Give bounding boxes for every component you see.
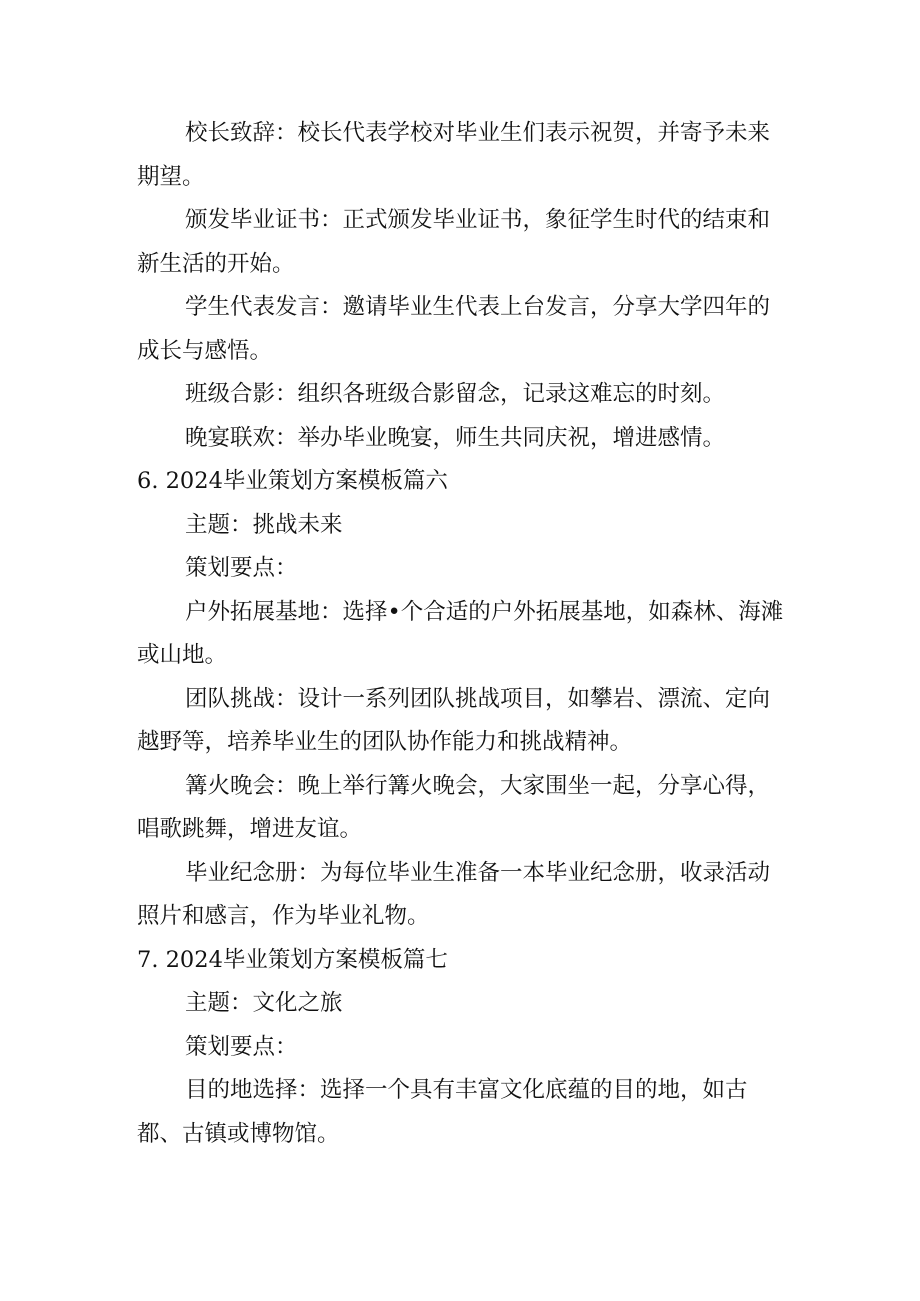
- paragraph-class-photo: 班级合影：组织各班级合影留念，记录这难忘的时刻。: [185, 381, 726, 407]
- document-body: [137, 112, 787, 1156]
- paragraph-key-points-7: 策划要点：: [185, 1033, 298, 1060]
- section-heading-6: 6. 2024毕业策划方案模板篇六: [137, 468, 448, 494]
- paragraph-team-challenge: 团队挑战：设计一系列团队挑战项目，如攀岩、漂流、定向越野等，培养毕业生的团队协作能力和挑战精神。: [137, 685, 771, 755]
- paragraph-theme-7: 主题：文化之旅: [185, 990, 343, 1016]
- paragraph-student-speech: 学生代表发言：邀请毕业生代表上台发言，分享大学四年的成长与感悟。: [137, 294, 771, 364]
- paragraph-key-points-6: 策划要点：: [185, 555, 298, 581]
- paragraph-outdoor-base: 户外拓展基地：选择•个合适的户外拓展基地，如森林、海滩或山地。: [137, 598, 784, 668]
- paragraph-destination: 目的地选择：选择一个具有丰富文化底蕴的目的地，如古都、古镇或博物馆。: [137, 1077, 748, 1147]
- paragraph-yearbook: 毕业纪念册：为每位毕业生准备一本毕业纪念册，收录活动照片和感言，作为毕业礼物。: [137, 859, 771, 929]
- section-heading-7: 7. 2024毕业策划方案模板篇七: [137, 946, 448, 973]
- paragraph-theme-6: 主题：挑战未来: [185, 511, 343, 538]
- paragraph-principal-speech: 校长致辞：校长代表学校对毕业生们表示祝贺，并寄予未来期望。: [137, 120, 771, 190]
- paragraph-bonfire: 篝火晚会：晚上举行篝火晚会，大家围坐一起，分享心得，唱歌跳舞，增进友谊。: [137, 772, 771, 842]
- paragraph-banquet: 晚宴联欢：举办毕业晚宴，师生共同庆祝，增进感情。: [185, 424, 726, 451]
- paragraph-diploma-award: 颁发毕业证书：正式颁发毕业证书，象征学生时代的结束和新生活的开始。: [137, 207, 771, 277]
